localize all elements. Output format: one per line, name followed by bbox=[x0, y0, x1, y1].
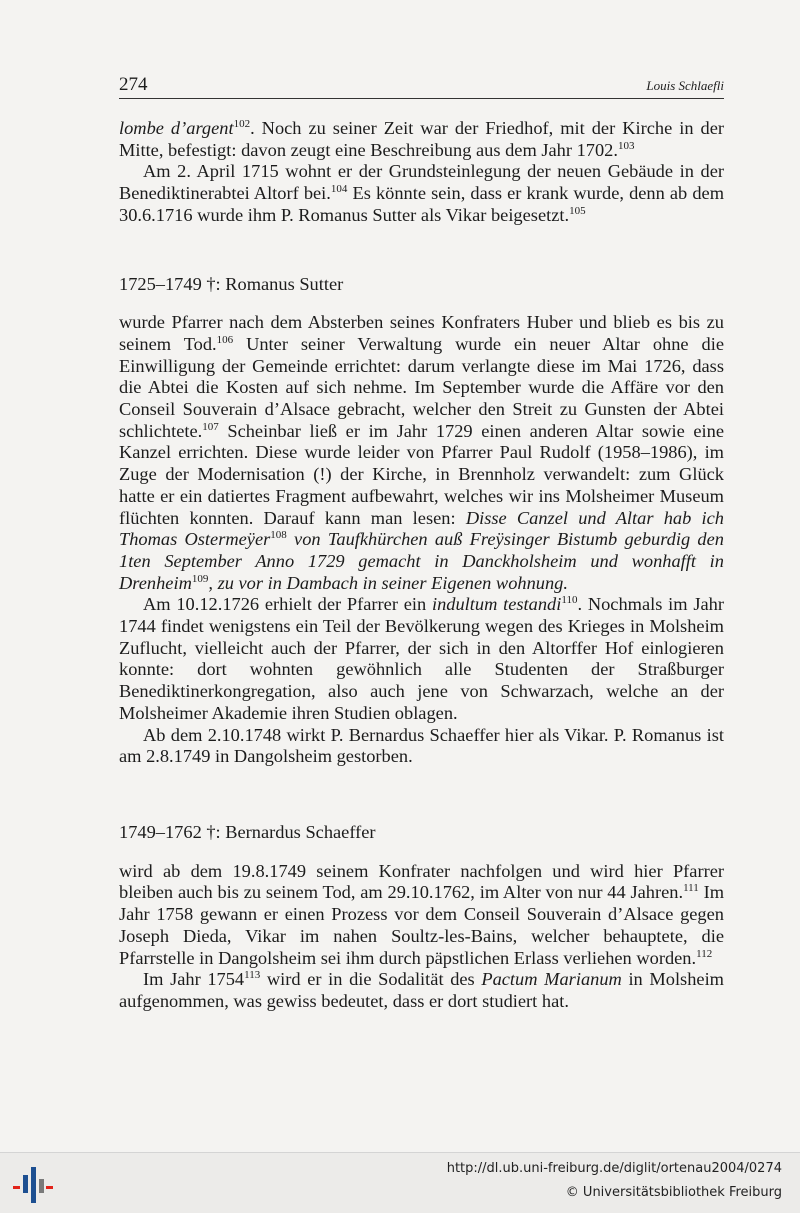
footnote-marker: 107 bbox=[202, 420, 219, 433]
footer-bar bbox=[0, 1152, 800, 1213]
text-run: Scheinbar ließ er im Jahr 1729 einen anderen Altar sowie eine Kanzel errichten. Diese wurde leider von Pfarrer Paul Rudolf (1958–1986), im Zuge der Modernisation (!) der Kirche, in Brennholz verwandelt: zum Glück hatte er ein datiertes Fragment aufbewahrt, welches wir ins Molsheimer Museum flüchten konnten. Darauf kann man lesen: bbox=[119, 420, 724, 528]
text-run: wird er in die Sodalität des bbox=[260, 969, 482, 990]
footnote-marker: 111 bbox=[683, 882, 699, 895]
italic-text: indultum testandi bbox=[431, 594, 562, 615]
text-run: Unter seiner Verwaltung wurde ein neuer Altar ohne die Einwilligung der Gemeinde errichtet: darum verlangte diese im Mai 1726, dass die Abtei die Kosten auf sich nehme. Im September wurde die Affäre vor den Conseil Souverain d’Alsace gebracht, welcher den Streit zu Gunsten der Abtei schlichtete. bbox=[119, 333, 724, 441]
footnote-marker: 106 bbox=[216, 333, 234, 346]
paragraph bbox=[119, 118, 724, 161]
text-run: Im Jahr 1754 bbox=[143, 969, 245, 990]
footnote-marker: 113 bbox=[244, 969, 261, 982]
footnote-marker: 105 bbox=[569, 204, 586, 217]
italic-text: Pactum Marianum bbox=[481, 969, 622, 990]
logo-bar bbox=[31, 1167, 36, 1203]
footnote-marker: 110 bbox=[561, 594, 578, 607]
running-header bbox=[119, 74, 724, 99]
text-run: Am 10.12.1726 erhielt der Pfarrer ein bbox=[143, 594, 432, 615]
copyright-notice: © Universitätsbibliothek Freiburg bbox=[565, 1185, 782, 1200]
body-text bbox=[119, 118, 724, 1013]
footnote-marker: 108 bbox=[270, 529, 287, 542]
text-run: wurde Pfarrer nach dem Absterben seines Konfraters Huber und blieb es bis zu seinem Tod. bbox=[119, 312, 724, 354]
footnote-marker: 104 bbox=[330, 183, 348, 196]
text-run: . Noch zu seiner Zeit war der Friedhof, mit der Kirche in der Mitte, befestigt: davon zeugt eine Beschreibung aus dem Jahr 1702. bbox=[119, 118, 724, 160]
paragraph bbox=[119, 161, 724, 226]
paragraph bbox=[119, 312, 724, 594]
page-number: 274 bbox=[119, 74, 148, 95]
paragraph bbox=[119, 861, 724, 970]
section-heading: 1749–1762 †: Bernardus Schaeffer bbox=[119, 821, 376, 842]
italic-text: Disse Canzel und Altar hab ich Thomas Ostermeÿer bbox=[119, 507, 724, 550]
permalink-url[interactable]: http://dl.ub.uni-freiburg.de/diglit/ortenau2004/0274 bbox=[446, 1161, 782, 1176]
italic-text: lombe d’argent bbox=[119, 118, 234, 138]
logo-bar bbox=[13, 1186, 20, 1189]
text-run: Es könnte sein, dass er krank wurde, denn ab dem 30.6.1716 wurde ihm P. Romanus Sutter als Vikar beigesetzt. bbox=[119, 183, 724, 225]
logo-bar bbox=[46, 1186, 53, 1189]
footnote-marker: 109 bbox=[191, 572, 209, 585]
logo-bar bbox=[39, 1179, 44, 1193]
section-heading: 1725–1749 †: Romanus Sutter bbox=[119, 273, 344, 294]
ub-freiburg-logo-icon[interactable] bbox=[10, 1161, 54, 1205]
text-run: wird ab dem 19.8.1749 seinem Konfrater nachfolgen und wird hier Pfarrer bleiben auch bis zu seinem Tod, am 29.10.1762, im Alter von nur 44 Jahren. bbox=[119, 860, 724, 903]
text-run: in Molsheim aufgenommen, was gewiss bedeutet, dass er dort studiert hat. bbox=[119, 969, 724, 1011]
text-run: Ab dem 2.10.1748 wirkt P. Bernardus Schaeffer hier als Vikar. P. Romanus ist am 2.8.1749 in Dangolsheim gestorben. bbox=[119, 724, 724, 767]
footnote-marker: 112 bbox=[696, 947, 713, 960]
running-head-author: Louis Schlaefli bbox=[646, 78, 724, 93]
paragraph bbox=[119, 969, 724, 1012]
italic-text: von Taufkhürchen auß Freÿsinger Bistumb geburdig den 1ten September Anno 1729 gemacht in Danckholsheim und wonhafft in Drenheim bbox=[119, 529, 724, 593]
footnote-marker: 102 bbox=[233, 118, 251, 130]
italic-text: , zu vor in Dambach in seiner Eigenen wohnung. bbox=[208, 572, 568, 593]
text-run: Am 2. April 1715 wohnt er der Grundsteinlegung der neuen Gebäude in der Benediktinerabtei Altorf bei. bbox=[119, 161, 724, 204]
paragraph bbox=[119, 725, 724, 768]
text-run: Im Jahr 1758 gewann er einen Prozess vor dem Conseil Souverain d’Alsace gegen Joseph Dieda, Vikar im nahen Soultz-les-Bains, welcher behauptete, die Pfarrstelle in Dangolsheim sei ihm durch päpstlichen Erlass verliehen worden. bbox=[119, 882, 724, 968]
footnote-marker: 103 bbox=[617, 139, 635, 152]
text-run: . Nochmals im Jahr 1744 findet wenigstens ein Teil der Bevölkerung wegen des Krieges in Molsheim Zuflucht, vielleicht auch der Pfarrer, der sich in den Altorffer Hof einlogieren konnte: dort wohnten gewöhnlich alle Studenten der Straßburger Benediktinerkongregation, also auch jene von Schwarzach, welche an der Molsheimer Akademie ihren Studien oblagen. bbox=[119, 594, 724, 723]
paragraph bbox=[119, 594, 724, 724]
logo-bar bbox=[23, 1175, 28, 1193]
